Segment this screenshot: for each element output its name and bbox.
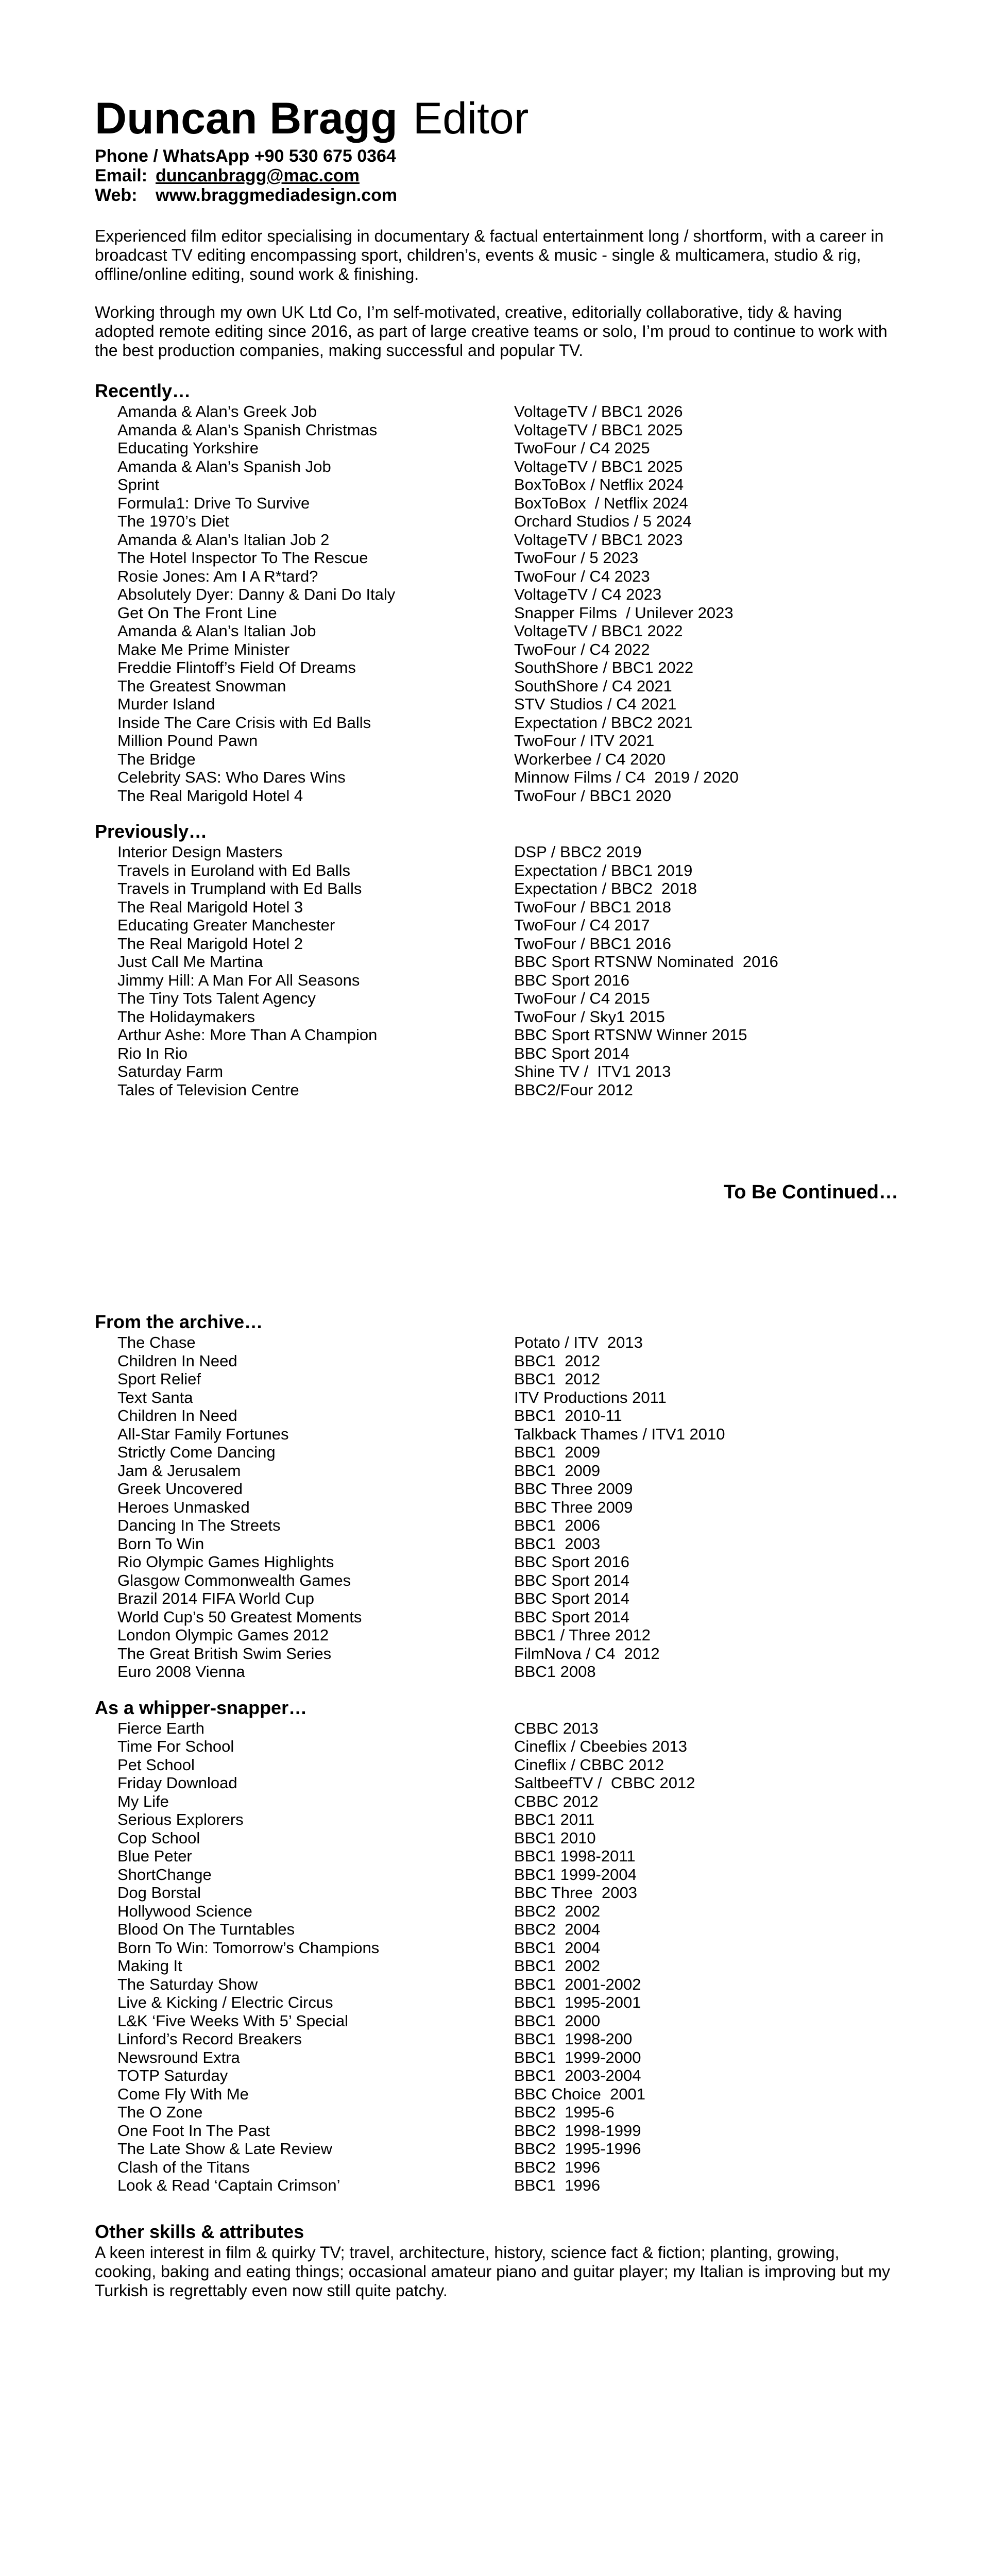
credit-row (117, 1443, 898, 1462)
credit-show-title: My Life (117, 1792, 169, 1810)
credit-row (117, 567, 898, 586)
credit-row (117, 861, 898, 880)
credit-show-title: Clash of the Titans (117, 2158, 250, 2176)
credit-production: BBC1 2010-11 (514, 1406, 622, 1425)
credit-row (117, 843, 898, 861)
credit-row (117, 1920, 898, 1939)
credit-row (117, 1756, 898, 1774)
credit-show-title: Saturday Farm (117, 1062, 224, 1080)
credit-show-title: Friday Download (117, 1774, 237, 1792)
credit-production: Expectation / BBC2 2021 (514, 713, 693, 732)
credits-list-recently (117, 402, 898, 805)
credit-show-title: Sport Relief (117, 1370, 201, 1388)
credit-show-title: Murder Island (117, 695, 215, 713)
credits-list-archive (117, 1333, 898, 1681)
credit-show-title: The Holidaymakers (117, 1007, 255, 1026)
credit-production: Cineflix / Cbeebies 2013 (514, 1737, 688, 1755)
credit-row (117, 1975, 898, 1994)
credit-production: VoltageTV / BBC1 2025 (514, 420, 683, 439)
credit-show-title: Absolutely Dyer: Danny & Dani Do Italy (117, 585, 396, 603)
credit-production: BBC Three 2009 (514, 1480, 633, 1498)
credit-show-title: The Hotel Inspector To The Rescue (117, 549, 368, 567)
credit-production: Orchard Studios / 5 2024 (514, 512, 692, 530)
credit-row (117, 953, 898, 971)
credit-row (117, 2103, 898, 2122)
credit-show-title: London Olympic Games 2012 (117, 1626, 329, 1644)
credit-show-title: Pet School (117, 1755, 195, 1774)
section-heading-whipper-snapper: As a whipper-snapper… (95, 1697, 308, 1718)
credit-show-title: Children In Need (117, 1351, 237, 1370)
section-heading-previously: Previously… (95, 821, 208, 842)
credit-production: BBC2 2004 (514, 1920, 601, 1938)
credit-row (117, 1425, 898, 1444)
credit-production: FilmNova / C4 2012 (514, 1644, 660, 1663)
credit-production: BBC Sport 2014 (514, 1571, 630, 1589)
credit-show-title: Inside The Care Crisis with Ed Balls (117, 713, 371, 732)
credit-production: Expectation / BBC2 2018 (514, 879, 697, 897)
credit-production: TwoFour / Sky1 2015 (514, 1007, 665, 1026)
credit-row (117, 971, 898, 990)
credit-row (117, 1081, 898, 1099)
credit-show-title: Born To Win (117, 1534, 204, 1553)
credit-row (117, 1333, 898, 1352)
credit-row (117, 512, 898, 531)
credit-row (117, 1516, 898, 1535)
credit-production: BBC1 2004 (514, 1938, 601, 1957)
credit-show-title: Interior Design Masters (117, 843, 283, 861)
credit-production: BBC2 1995-6 (514, 2103, 615, 2121)
credit-production: BBC1 2010 (514, 1828, 596, 1847)
page-title (95, 93, 898, 144)
credit-row (117, 898, 898, 917)
credit-row (117, 531, 898, 549)
credit-production: BBC Sport 2014 (514, 1589, 630, 1607)
credit-row (117, 1719, 898, 1738)
credit-show-title: The Saturday Show (117, 1975, 258, 1993)
credit-row (117, 2048, 898, 2067)
credit-row (117, 1535, 898, 1553)
credit-production: BBC1 2003-2004 (514, 2066, 641, 2084)
credit-show-title: Educating Greater Manchester (117, 916, 335, 934)
credit-row (117, 1939, 898, 1957)
credit-row (117, 1884, 898, 1902)
credit-show-title: Glasgow Commonwealth Games (117, 1571, 351, 1589)
credit-production: VoltageTV / C4 2023 (514, 585, 662, 603)
credit-show-title: Strictly Come Dancing (117, 1443, 276, 1461)
credit-show-title: The Greatest Snowman (117, 676, 286, 695)
credit-show-title: The Real Marigold Hotel 4 (117, 786, 303, 805)
credit-production: VoltageTV / BBC1 2026 (514, 402, 683, 420)
credit-row (117, 1026, 898, 1044)
credit-production: BBC Choice 2001 (514, 2084, 646, 2103)
credit-row (117, 677, 898, 696)
credit-production: BBC1 2000 (514, 2011, 601, 2030)
credit-production: BBC1 / Three 2012 (514, 1626, 651, 1644)
credit-row (117, 1792, 898, 1811)
credit-show-title: Amanda & Alan’s Italian Job 2 (117, 530, 330, 549)
credit-production: BBC Sport RTSNW Winner 2015 (514, 1026, 747, 1044)
credit-show-title: Text Santa (117, 1388, 193, 1406)
credit-row (117, 1388, 898, 1407)
credit-show-title: Tales of Television Centre (117, 1080, 299, 1099)
credit-show-title: Sprint (117, 476, 159, 494)
credit-production: BBC1 2003 (514, 1534, 601, 1553)
credit-show-title: Arthur Ashe: More Than A Champion (117, 1026, 378, 1044)
credit-row (117, 1626, 898, 1645)
credit-production: SaltbeefTV / CBBC 2012 (514, 1774, 695, 1792)
credit-show-title: Celebrity SAS: Who Dares Wins (117, 768, 346, 786)
credit-show-title: The Bridge (117, 750, 196, 768)
credit-production: BBC Three 2009 (514, 1498, 633, 1516)
credit-production: BBC1 2012 (514, 1351, 601, 1370)
credit-production: Expectation / BBC1 2019 (514, 861, 693, 879)
credit-row (117, 787, 898, 805)
credit-production: DSP / BBC2 2019 (514, 843, 642, 861)
credit-row (117, 1553, 898, 1571)
credit-production: BoxToBox / Netflix 2024 (514, 494, 688, 512)
credit-show-title: Get On The Front Line (117, 603, 277, 622)
credit-show-title: Amanda & Alan’s Spanish Job (117, 457, 331, 476)
credit-row (117, 1480, 898, 1498)
credit-production: BBC1 2009 (514, 1461, 601, 1480)
credit-row (117, 2158, 898, 2177)
cv-page (95, 93, 898, 2300)
credit-show-title: Dog Borstal (117, 1884, 201, 1902)
credit-row (117, 1902, 898, 1921)
credit-show-title: Heroes Unmasked (117, 1498, 250, 1516)
credit-show-title: The Chase (117, 1333, 196, 1351)
credit-row (117, 1663, 898, 1681)
credit-production: BBC2 1995-1996 (514, 2140, 641, 2158)
credit-production: BBC2 1998-1999 (514, 2121, 641, 2140)
credit-production: BBC Three 2003 (514, 1884, 637, 1902)
credit-row (117, 1044, 898, 1063)
credit-show-title: Travels in Euroland with Ed Balls (117, 861, 350, 879)
credit-row (117, 549, 898, 567)
credit-row (117, 2030, 898, 2048)
credit-production: TwoFour / 5 2023 (514, 549, 639, 567)
credit-row (117, 1957, 898, 1975)
credit-show-title: One Foot In The Past (117, 2121, 270, 2140)
web-link[interactable]: www.braggmediadesign.com (156, 185, 398, 205)
credit-row (117, 916, 898, 935)
credit-show-title: Freddie Flintoff’s Field Of Dreams (117, 658, 356, 676)
credit-row (117, 1571, 898, 1590)
credit-production: BBC1 1995-2001 (514, 1993, 641, 2011)
credits-list-previously (117, 843, 898, 1099)
credit-show-title: Making It (117, 1957, 182, 1975)
credit-production: TwoFour / BBC1 2016 (514, 934, 671, 953)
credit-production: TwoFour / C4 2017 (514, 916, 650, 934)
credit-production: SouthShore / BBC1 2022 (514, 658, 694, 676)
credit-show-title: Live & Kicking / Electric Circus (117, 1993, 333, 2011)
credit-row (117, 2012, 898, 2030)
credit-production: ITV Productions 2011 (514, 1388, 667, 1406)
credit-show-title: Blood On The Turntables (117, 1920, 295, 1938)
credit-production: Potato / ITV 2013 (514, 1333, 643, 1351)
credit-row (117, 1829, 898, 1848)
credit-row (117, 439, 898, 457)
credit-row (117, 494, 898, 513)
credit-show-title: Euro 2008 Vienna (117, 1663, 245, 1681)
credit-production: TwoFour / ITV 2021 (514, 732, 655, 750)
credit-show-title: Come Fly With Me (117, 2084, 249, 2103)
credit-production: TwoFour / C4 2023 (514, 567, 650, 585)
credit-row (117, 768, 898, 787)
credit-row (117, 2140, 898, 2158)
credit-production: BBC Sport 2016 (514, 1553, 630, 1571)
credit-row (117, 1847, 898, 1866)
credit-show-title: Blue Peter (117, 1847, 192, 1865)
credit-show-title: Amanda & Alan’s Spanish Christmas (117, 420, 378, 439)
credit-show-title: ShortChange (117, 1865, 212, 1884)
credit-show-title: Just Call Me Martina (117, 953, 263, 971)
credit-production: TwoFour / C4 2015 (514, 989, 650, 1007)
email-line (95, 166, 898, 185)
phone-line: Phone / WhatsApp +90 530 675 0364 (95, 146, 396, 166)
credit-show-title: Serious Explorers (117, 1810, 244, 1828)
credit-production: BBC1 2008 (514, 1663, 596, 1681)
credit-show-title: Dancing In The Streets (117, 1516, 281, 1534)
credit-production: BBC1 2001-2002 (514, 1975, 641, 1993)
credit-show-title: The Real Marigold Hotel 3 (117, 897, 303, 916)
credit-production: BBC1 1999-2000 (514, 2048, 641, 2066)
credit-production: BBC1 2012 (514, 1370, 601, 1388)
credit-row (117, 1993, 898, 2012)
credit-row (117, 1589, 898, 1608)
credit-row (117, 585, 898, 604)
credit-production: Talkback Thames / ITV1 2010 (514, 1425, 725, 1443)
credit-production: BBC Sport 2016 (514, 971, 630, 989)
credit-row (117, 1008, 898, 1026)
web-label: Web: (95, 185, 138, 205)
credit-production: Workerbee / C4 2020 (514, 750, 666, 768)
credit-production: TwoFour / BBC1 2018 (514, 897, 671, 916)
credit-show-title: Children In Need (117, 1406, 237, 1425)
credit-production: Minnow Films / C4 2019 / 2020 (514, 768, 739, 786)
other-skills-text: A keen interest in film & quirky TV; travel, architecture, history, science fact & fiction; planting, growing, cooking, baking and eating things; occasional amateur piano and guitar player; my Italian is improving but my Turkish is regrettably even now still quite patchy. (95, 2243, 890, 2300)
credit-production: BBC2 1996 (514, 2158, 601, 2176)
credit-production: Snapper Films / Unilever 2023 (514, 603, 734, 622)
credit-production: CBBC 2012 (514, 1792, 599, 1810)
job-title: Editor (413, 94, 529, 143)
credit-production: BBC2/Four 2012 (514, 1080, 633, 1099)
credit-show-title: The O Zone (117, 2103, 203, 2121)
credit-production: TwoFour / BBC1 2020 (514, 786, 671, 805)
credit-show-title: Cop School (117, 1828, 200, 1847)
web-line (95, 185, 898, 205)
credit-production: BoxToBox / Netflix 2024 (514, 476, 684, 494)
credit-production: VoltageTV / BBC1 2022 (514, 622, 683, 640)
credit-row (117, 1774, 898, 1792)
credit-row (117, 1866, 898, 1884)
credit-show-title: Amanda & Alan’s Italian Job (117, 622, 316, 640)
credit-show-title: Newsround Extra (117, 2048, 240, 2066)
credits-list-whipper-snapper (117, 1719, 898, 2195)
credit-show-title: Formula1: Drive To Survive (117, 494, 310, 512)
credit-row (117, 879, 898, 898)
credit-row (117, 1645, 898, 1663)
credit-production: STV Studios / C4 2021 (514, 695, 677, 713)
credit-row (117, 402, 898, 421)
credit-show-title: Look & Read ‘Captain Crimson’ (117, 2176, 340, 2194)
credit-row (117, 750, 898, 769)
credit-show-title: Brazil 2014 FIFA World Cup (117, 1589, 314, 1607)
person-name: Duncan Bragg (95, 94, 398, 143)
credit-row (117, 2085, 898, 2104)
credit-row (117, 714, 898, 732)
credit-show-title: Jam & Jerusalem (117, 1461, 241, 1480)
email-label: Email: (95, 166, 148, 185)
credit-production: BBC Sport 2014 (514, 1607, 630, 1626)
credit-row (117, 1406, 898, 1425)
credit-production: BBC1 2009 (514, 1443, 601, 1461)
credit-show-title: Travels in Trumpland with Ed Balls (117, 879, 362, 897)
credit-row (117, 2176, 898, 2195)
credit-production: VoltageTV / BBC1 2023 (514, 530, 683, 549)
credit-show-title: Million Pound Pawn (117, 732, 258, 750)
section-heading-other-skills: Other skills & attributes (95, 2221, 304, 2242)
credit-show-title: Fierce Earth (117, 1719, 204, 1737)
credit-production: BBC Sport 2014 (514, 1044, 630, 1062)
credit-production: BBC1 1998-2011 (514, 1847, 636, 1865)
credit-show-title: Born To Win: Tomorrow’s Champions (117, 1938, 380, 1957)
intro-paragraph-2: Working through my own UK Ltd Co, I’m self-motivated, creative, editorially collaborative, tidy & having adopted remote editing since 2016, as part of large creative teams or solo, I’m proud to continue to work with the best production companies, making successful and popular TV. (95, 303, 888, 360)
credit-production: BBC1 1996 (514, 2176, 601, 2194)
credit-show-title: Make Me Prime Minister (117, 640, 290, 658)
section-heading-recently: Recently… (95, 380, 191, 401)
credit-row (117, 1810, 898, 1829)
credit-show-title: Linford’s Record Breakers (117, 2030, 302, 2048)
credit-show-title: Educating Yorkshire (117, 439, 259, 457)
credit-production: BBC1 2011 (514, 1810, 595, 1828)
credit-row (117, 476, 898, 494)
credit-show-title: The Late Show & Late Review (117, 2140, 333, 2158)
credit-production: BBC1 2006 (514, 1516, 601, 1534)
credit-row (117, 2122, 898, 2140)
credit-row (117, 2066, 898, 2085)
credit-show-title: TOTP Saturday (117, 2066, 228, 2084)
credit-production: BBC Sport RTSNW Nominated 2016 (514, 953, 778, 971)
credit-show-title: The Great British Swim Series (117, 1644, 332, 1663)
credit-production: TwoFour / C4 2022 (514, 640, 650, 658)
credit-row (117, 658, 898, 677)
credit-production: SouthShore / C4 2021 (514, 676, 672, 695)
credit-row (117, 640, 898, 659)
credit-production: BBC2 2002 (514, 1902, 601, 1920)
credit-show-title: The Tiny Tots Talent Agency (117, 989, 316, 1007)
intro-paragraph-1: Experienced film editor specialising in documentary & factual entertainment long / shortform, with a career in broadcast TV editing encompassing sport, children’s, events & music - single & multicamera, studio & rig, offline/online editing, sound work & finishing. (95, 227, 884, 283)
credit-row (117, 421, 898, 439)
credit-row (117, 622, 898, 640)
credit-row (117, 457, 898, 476)
credit-show-title: Rio In Rio (117, 1044, 188, 1062)
credit-row (117, 1608, 898, 1626)
credit-row (117, 604, 898, 622)
credit-production: BBC1 1999-2004 (514, 1865, 637, 1884)
credit-row (117, 1062, 898, 1081)
credit-row (117, 1498, 898, 1517)
credit-row (117, 935, 898, 953)
credit-row (117, 695, 898, 714)
credit-show-title: Greek Uncovered (117, 1480, 243, 1498)
credit-show-title: The 1970’s Diet (117, 512, 229, 530)
credit-production: CBBC 2013 (514, 1719, 599, 1737)
to-be-continued: To Be Continued… (723, 1181, 898, 1203)
credit-show-title: Jimmy Hill: A Man For All Seasons (117, 971, 360, 989)
credit-show-title: Amanda & Alan’s Greek Job (117, 402, 317, 420)
credit-row (117, 1370, 898, 1388)
section-heading-archive: From the archive… (95, 1311, 263, 1332)
credit-row (117, 1352, 898, 1370)
credit-show-title: Rosie Jones: Am I A R*tard? (117, 567, 318, 585)
credit-production: Cineflix / CBBC 2012 (514, 1755, 664, 1774)
credit-row (117, 1462, 898, 1480)
credit-production: BBC1 1998-200 (514, 2030, 633, 2048)
email-link[interactable]: duncanbragg@mac.com (156, 166, 360, 185)
credit-show-title: Rio Olympic Games Highlights (117, 1553, 334, 1571)
credit-show-title: Time For School (117, 1737, 234, 1755)
credit-row (117, 732, 898, 750)
credit-show-title: L&K ‘Five Weeks With 5’ Special (117, 2011, 348, 2030)
credit-production: TwoFour / C4 2025 (514, 439, 650, 457)
credit-production: BBC1 2002 (514, 1957, 601, 1975)
credit-show-title: The Real Marigold Hotel 2 (117, 934, 303, 953)
credit-production: VoltageTV / BBC1 2025 (514, 457, 683, 476)
credit-row (117, 1737, 898, 1756)
credit-show-title: All-Star Family Fortunes (117, 1425, 289, 1443)
credit-production: Shine TV / ITV1 2013 (514, 1062, 671, 1080)
credit-row (117, 989, 898, 1008)
credit-show-title: World Cup’s 50 Greatest Moments (117, 1607, 362, 1626)
credit-show-title: Hollywood Science (117, 1902, 252, 1920)
